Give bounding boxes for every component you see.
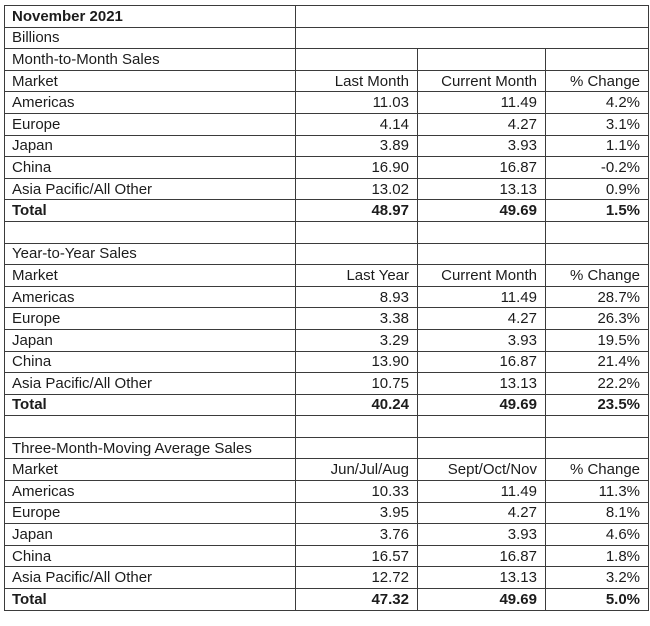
value-cell: 11.49 — [418, 92, 546, 114]
sales-report-table — [4, 5, 649, 611]
total-label: Total — [5, 589, 296, 611]
value-cell: 11.49 — [418, 481, 546, 503]
pct-cell: 0.9% — [546, 178, 649, 200]
total-pct: 23.5% — [546, 394, 649, 416]
spacer-row — [5, 221, 649, 243]
market-cell: Japan — [5, 135, 296, 157]
section-title: Year-to-Year Sales — [5, 243, 296, 265]
header-col3: % Change — [546, 70, 649, 92]
pct-cell: 19.5% — [546, 329, 649, 351]
value-cell: 13.13 — [418, 567, 546, 589]
value-cell: 3.93 — [418, 135, 546, 157]
header-market: Market — [5, 265, 296, 287]
market-cell: Europe — [5, 308, 296, 330]
value-cell: 13.02 — [296, 178, 418, 200]
total-value: 40.24 — [296, 394, 418, 416]
spacer-row — [5, 416, 649, 438]
table-row — [5, 286, 649, 308]
market-cell: Europe — [5, 113, 296, 135]
market-cell: Japan — [5, 329, 296, 351]
table-row — [5, 481, 649, 503]
value-cell: 13.90 — [296, 351, 418, 373]
header-row — [5, 459, 649, 481]
market-cell: China — [5, 545, 296, 567]
pct-cell: 1.8% — [546, 545, 649, 567]
value-cell: 16.87 — [418, 351, 546, 373]
market-cell: China — [5, 351, 296, 373]
section-title: Month-to-Month Sales — [5, 49, 296, 71]
section-title: Three-Month-Moving Average Sales — [5, 437, 296, 459]
value-cell: 3.93 — [418, 329, 546, 351]
value-cell: 3.93 — [418, 524, 546, 546]
market-cell: Asia Pacific/All Other — [5, 373, 296, 395]
header-col2: Sept/Oct/Nov — [418, 459, 546, 481]
pct-cell: 4.6% — [546, 524, 649, 546]
value-cell: 4.14 — [296, 113, 418, 135]
value-cell: 16.87 — [418, 545, 546, 567]
market-cell: Americas — [5, 481, 296, 503]
value-cell: 11.49 — [418, 286, 546, 308]
pct-cell: 3.2% — [546, 567, 649, 589]
pct-cell: 21.4% — [546, 351, 649, 373]
value-cell: 4.27 — [418, 308, 546, 330]
header-col1: Jun/Jul/Aug — [296, 459, 418, 481]
total-pct: 1.5% — [546, 200, 649, 222]
value-cell: 11.03 — [296, 92, 418, 114]
table-row — [5, 308, 649, 330]
units-label: Billions — [5, 27, 296, 49]
value-cell: 16.57 — [296, 545, 418, 567]
total-value: 47.32 — [296, 589, 418, 611]
header-col3: % Change — [546, 459, 649, 481]
total-row — [5, 589, 649, 611]
value-cell: 10.75 — [296, 373, 418, 395]
value-cell: 4.27 — [418, 113, 546, 135]
table-row — [5, 113, 649, 135]
total-row — [5, 200, 649, 222]
pct-cell: -0.2% — [546, 157, 649, 179]
value-cell: 3.29 — [296, 329, 418, 351]
header-row — [5, 265, 649, 287]
pct-cell: 3.1% — [546, 113, 649, 135]
value-cell: 3.95 — [296, 502, 418, 524]
market-cell: Americas — [5, 92, 296, 114]
units-empty-cell — [296, 27, 649, 49]
value-cell: 10.33 — [296, 481, 418, 503]
header-market: Market — [5, 459, 296, 481]
header-row — [5, 70, 649, 92]
pct-cell: 4.2% — [546, 92, 649, 114]
total-label: Total — [5, 394, 296, 416]
total-value: 49.69 — [418, 200, 546, 222]
pct-cell: 28.7% — [546, 286, 649, 308]
header-col1: Last Month — [296, 70, 418, 92]
table-row — [5, 545, 649, 567]
total-label: Total — [5, 200, 296, 222]
pct-cell: 26.3% — [546, 308, 649, 330]
table-row — [5, 351, 649, 373]
total-pct: 5.0% — [546, 589, 649, 611]
value-cell: 12.72 — [296, 567, 418, 589]
value-cell: 13.13 — [418, 373, 546, 395]
value-cell: 3.76 — [296, 524, 418, 546]
table-row — [5, 92, 649, 114]
value-cell: 4.27 — [418, 502, 546, 524]
pct-cell: 8.1% — [546, 502, 649, 524]
table-row — [5, 157, 649, 179]
table-row — [5, 135, 649, 157]
total-value: 49.69 — [418, 394, 546, 416]
market-cell: Asia Pacific/All Other — [5, 178, 296, 200]
table-row — [5, 567, 649, 589]
pct-cell: 22.2% — [546, 373, 649, 395]
total-row — [5, 394, 649, 416]
market-cell: Japan — [5, 524, 296, 546]
value-cell: 16.90 — [296, 157, 418, 179]
section-title-row — [5, 49, 649, 71]
market-cell: Asia Pacific/All Other — [5, 567, 296, 589]
section-title-row — [5, 243, 649, 265]
table-row — [5, 502, 649, 524]
value-cell: 13.13 — [418, 178, 546, 200]
header-col3: % Change — [546, 265, 649, 287]
header-market: Market — [5, 70, 296, 92]
value-cell: 3.38 — [296, 308, 418, 330]
market-cell: Europe — [5, 502, 296, 524]
header-col1: Last Year — [296, 265, 418, 287]
value-cell: 16.87 — [418, 157, 546, 179]
section-title-row — [5, 437, 649, 459]
report-title-row — [5, 6, 649, 28]
table-row — [5, 178, 649, 200]
report-title: November 2021 — [5, 6, 296, 28]
value-cell: 8.93 — [296, 286, 418, 308]
table-row — [5, 524, 649, 546]
report-title-empty-cell — [296, 6, 649, 28]
market-cell: China — [5, 157, 296, 179]
total-value: 48.97 — [296, 200, 418, 222]
header-col2: Current Month — [418, 265, 546, 287]
pct-cell: 11.3% — [546, 481, 649, 503]
header-col2: Current Month — [418, 70, 546, 92]
market-cell: Americas — [5, 286, 296, 308]
table-row — [5, 373, 649, 395]
total-value: 49.69 — [418, 589, 546, 611]
pct-cell: 1.1% — [546, 135, 649, 157]
value-cell: 3.89 — [296, 135, 418, 157]
units-row — [5, 27, 649, 49]
table-row — [5, 329, 649, 351]
